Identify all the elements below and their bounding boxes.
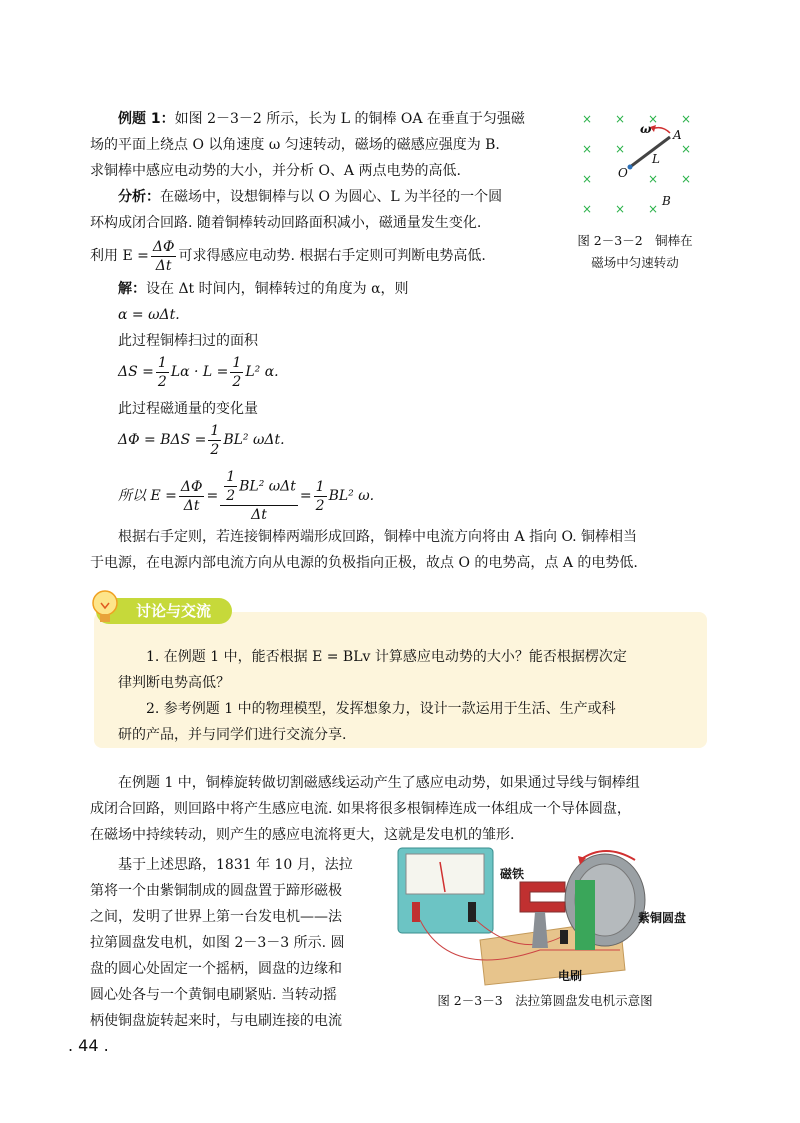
analysis-line2: 环构成闭合回路. 随着铜棒转动回路面积减小，磁通量发生变化. xyxy=(90,215,482,231)
length-label: L xyxy=(652,152,660,166)
analysis-label: 分析： xyxy=(118,189,160,205)
field-cross: × xyxy=(681,112,692,126)
para3-line2: 第将一个由紫铜制成的圆盘置于蹄形磁极 xyxy=(90,883,342,899)
figure-2-caption: 图 2－3－3 法拉第圆盘发电机示意图 xyxy=(437,993,653,1008)
rotating-rod-figure xyxy=(570,105,702,220)
example-line2: 场的平面上绕点 O 以角速度 ω 匀速转动，磁场的磁感应强度为 B. xyxy=(90,137,500,153)
conclusion-line2: 于电源，在电源内部电流方向从电源的负极指向正极，故点 O 的电势高，点 A 的电势低. xyxy=(90,555,638,571)
pivot-point xyxy=(628,165,633,170)
magnet-label: 磁铁 xyxy=(500,867,525,881)
omega-label: ω xyxy=(640,122,652,136)
magnet-stand xyxy=(532,912,548,948)
solution-line2: 此过程铜棒扫过的面积 xyxy=(118,333,258,349)
equation-1: α = ωΔt. xyxy=(118,307,180,323)
brush-label: 电刷 xyxy=(558,969,583,983)
disk-stand xyxy=(575,880,595,950)
equation-4: 所以 E = $\frac{\Delta\Phi}{\Delta t}$ = $\frac{1}{2}$ BL² ωΔt Δt = $\frac{1}{2}$ BL² ω. xyxy=(118,469,375,523)
terminal-red xyxy=(412,902,420,922)
horseshoe-magnet xyxy=(520,882,565,912)
analysis-line3: 利用 E = $\frac{\Delta\Phi}{\Delta t}$ 可求得感应电动势. 根据右手定则可判断电势高低. xyxy=(90,238,486,274)
discussion-q1-line2: 律判断电势高低？ xyxy=(118,675,230,691)
solution-line1: 解：设在 Δt 时间内，铜棒转过的角度为 α，则 xyxy=(118,281,409,297)
field-cross: × xyxy=(681,172,692,186)
conclusion-line1: 根据右手定则，若连接铜棒两端形成回路，铜棒中电流方向将由 A 指向 O. 铜棒相当 xyxy=(118,529,638,545)
field-cross: × xyxy=(648,202,659,216)
terminal-black xyxy=(468,902,476,922)
disk-label: 紫铜圆盘 xyxy=(638,911,687,925)
faraday-disk-figure xyxy=(390,840,710,988)
field-cross: × xyxy=(582,202,593,216)
para3-line3: 之间，发明了世界上第一台发电机——法 xyxy=(90,909,342,925)
point-o-label: O xyxy=(618,166,628,180)
field-cross: × xyxy=(615,202,626,216)
discussion-q2-line1: 2. 参考例题 1 中的物理模型，发挥想象力，设计一款运用于生活、生产或科 xyxy=(146,701,616,717)
example-label: 例题 1： xyxy=(118,111,175,127)
field-cross: × xyxy=(582,142,593,156)
para2-line1: 在例题 1 中，铜棒旋转做切割磁感线运动产生了感应电动势，如果通过导线与铜棒组 xyxy=(118,775,640,791)
formula-fraction: $\frac{\Delta\Phi}{\Delta t}$ xyxy=(152,238,175,274)
figure-1-caption: 图 2－3－2 铜棒在 磁场中匀速转动 xyxy=(577,233,693,270)
discussion-title: 讨论与交流 xyxy=(96,598,232,624)
para2-line2: 成闭合回路，则回路中将产生感应电流. 如果将很多根铜棒连成一体组成一个导体圆盘， xyxy=(90,801,631,817)
solution-label: 解： xyxy=(118,281,146,297)
discussion-q2-line2: 研的产品，并与同学们进行交流分享. xyxy=(118,727,347,743)
solution-line3: 此过程磁通量的变化量 xyxy=(118,401,258,417)
para3-line7: 柄使铜盘旋转起来时，与电刷连接的电流 xyxy=(90,1013,342,1029)
field-cross: × xyxy=(615,112,626,126)
field-cross: × xyxy=(648,172,659,186)
field-cross: × xyxy=(582,172,593,186)
brush xyxy=(560,930,568,944)
para3-line5: 盘的圆心处固定一个摇柄，圆盘的边缘和 xyxy=(90,961,342,977)
field-cross: × xyxy=(615,142,626,156)
field-cross: × xyxy=(681,142,692,156)
example-line3: 求铜棒中感应电动势的大小，并分析 O、A 两点电势的高低. xyxy=(90,163,461,179)
discussion-q1-line1: 1. 在例题 1 中，能否根据 E = BLv 计算感应电动势的大小？能否根据楞次定 xyxy=(146,649,627,665)
copper-rod xyxy=(630,137,670,167)
field-b-label: B xyxy=(662,194,671,208)
example-line1: 例题 1：如图 2－3－2 所示，长为 L 的铜棒 OA 在垂直于匀强磁 xyxy=(118,111,525,127)
para3-line4: 拉第圆盘发电机，如图 2－3－3 所示. 圆 xyxy=(90,935,345,951)
field-cross: × xyxy=(582,112,593,126)
page-number: . 44 . xyxy=(68,1036,109,1055)
para3-line1: 基于上述思路，1831 年 10 月，法拉 xyxy=(118,857,353,873)
analysis-line1: 分析：在磁场中，设想铜棒与以 O 为圆心、L 为半径的一个圆 xyxy=(118,189,503,205)
field-cross: × xyxy=(648,112,659,126)
equation-2: ΔS = $\frac{1}{2}$ Lα · L = $\frac{1}{2}$ L² α. xyxy=(118,354,279,390)
equation-3: ΔΦ = BΔS = $\frac{1}{2}$ BL² ωΔt. xyxy=(118,422,285,458)
para3-line6: 圆心处各与一个黄铜电刷紧贴. 当转动摇 xyxy=(90,987,337,1003)
point-a-label: A xyxy=(673,128,682,142)
para2-line3: 在磁场中持续转动，则产生的感应电流将更大，这就是发电机的雏形. xyxy=(90,827,515,843)
lightbulb-icon xyxy=(90,588,120,626)
